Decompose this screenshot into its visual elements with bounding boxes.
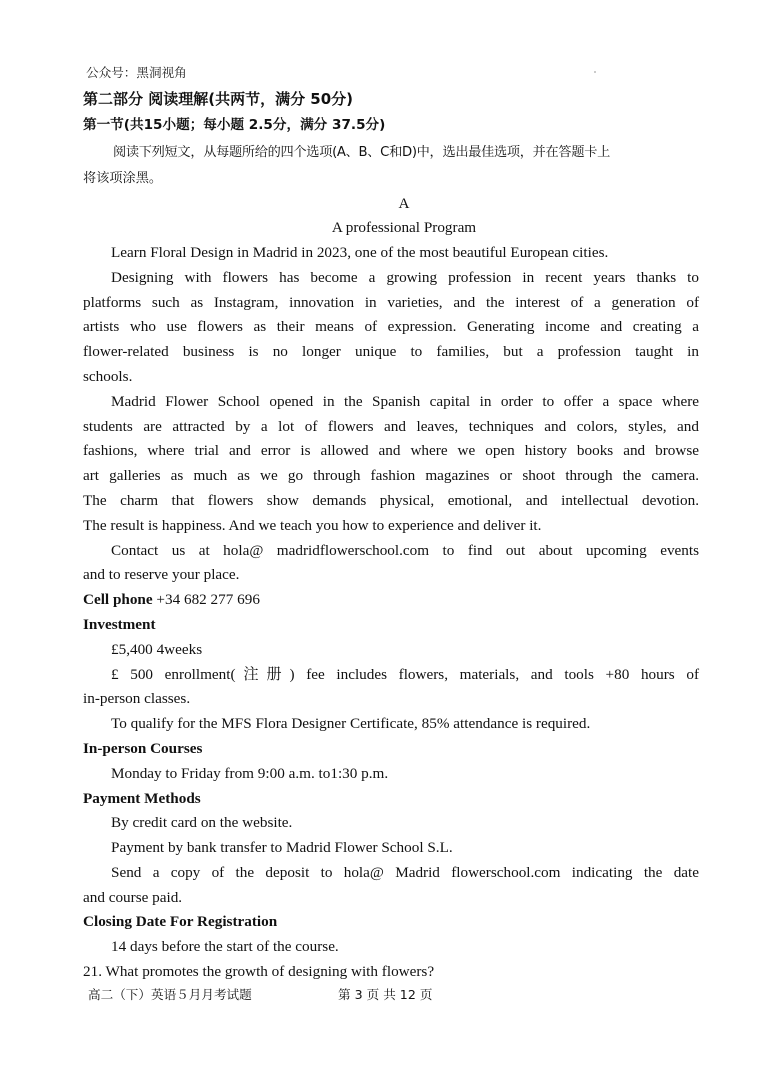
para1-line-4: flower-related business is no longer unique to families, but a profession taught in	[83, 343, 699, 360]
para2-line-2: students are attracted by a lot of flowers and leaves, techniques and colors, styles, and	[83, 418, 699, 435]
payment-heading: Payment Methods	[83, 790, 201, 807]
courses-schedule: Monday to Friday from 9:00 a.m. to1:30 p.m.	[111, 765, 389, 782]
payment-deposit-line-1: Send a copy of the deposit to hola@ Madrid flowerschool.com indicating the date	[111, 864, 699, 881]
payment-bank: Payment by bank transfer to Madrid Flower School S.L.	[111, 839, 453, 856]
cell-phone-value: +34 682 277 696	[156, 591, 260, 608]
investment-price: £5,400 4weeks	[111, 641, 203, 658]
instructions-line-2: 将该项涂黑。	[83, 171, 163, 186]
payment-card: By credit card on the website.	[111, 814, 293, 831]
investment-certificate: To qualify for the MFS Flora Designer Certificate, 85% attendance is required.	[111, 715, 591, 732]
para1-line-1: Designing with flowers has become a growing profession in recent years thanks to	[111, 269, 699, 286]
footer-page-number: 第 3 页 共 12 页	[338, 987, 433, 1002]
para1-line-2: platforms such as Instagram, innovation in varieties, and the interest of a generation of	[83, 294, 699, 311]
para2-line-3: fashions, where trial and error is allowed and where we open history books and browse	[83, 442, 699, 459]
instructions-line-1: 阅读下列短文，从每题所给的四个选项(A、B、C和D)中，选出最佳选项，并在答题卡上	[113, 145, 610, 160]
para1-line-3: artists who use flowers as their means of expression. Generating income and creating a	[83, 318, 699, 335]
payment-deposit-line-2: and course paid.	[83, 889, 183, 906]
contact-line-2: and to reserve your place.	[83, 566, 240, 583]
section-subtitle: 第一节(共15小题；每小题 2.5分，满分 37.5分)	[83, 117, 386, 133]
watermark-text: 公众号：黑洞视角	[86, 65, 187, 80]
investment-heading: Investment	[83, 616, 156, 633]
closing-heading: Closing Date For Registration	[83, 913, 278, 930]
footer-exam-title: 高二（下）英语５月月考试题	[88, 987, 252, 1002]
cell-phone-label: Cell phone	[83, 591, 153, 608]
para2-line-5: The charm that flowers show demands physical, emotional, and intellectual devotion.	[83, 492, 699, 509]
para1-line-5: schools.	[83, 368, 133, 385]
section-title: 第二部分 阅读理解(共两节，满分 50分)	[83, 90, 354, 108]
courses-heading: In-person Courses	[83, 740, 203, 757]
para2-line-4: art galleries as much as we go through fashion magazines or shoot through the camera.	[83, 467, 699, 484]
cell-phone	[83, 589, 699, 611]
passage-label: A	[398, 195, 410, 212]
closing-text: 14 days before the start of the course.	[111, 938, 339, 955]
passage-intro: Learn Floral Design in Madrid in 2023, one of the most beautiful European cities.	[111, 244, 609, 261]
passage-title: A professional Program	[331, 219, 477, 236]
contact-line-1: Contact us at hola@ madridflowerschool.com to find out about upcoming events	[111, 542, 699, 559]
question-21: 21. What promotes the growth of designing with flowers?	[83, 963, 435, 980]
investment-fee-line-1: £ 500 enrollment(注册) fee includes flowers, materials, and tools +80 hours of	[111, 666, 699, 683]
para2-line-6: The result is happiness. And we teach you how to experience and deliver it.	[83, 517, 542, 534]
scan-speck	[594, 71, 596, 73]
investment-fee-line-2: in-person classes.	[83, 690, 191, 707]
para2-line-1: Madrid Flower School opened in the Spanish capital in order to offer a space where	[111, 393, 699, 410]
